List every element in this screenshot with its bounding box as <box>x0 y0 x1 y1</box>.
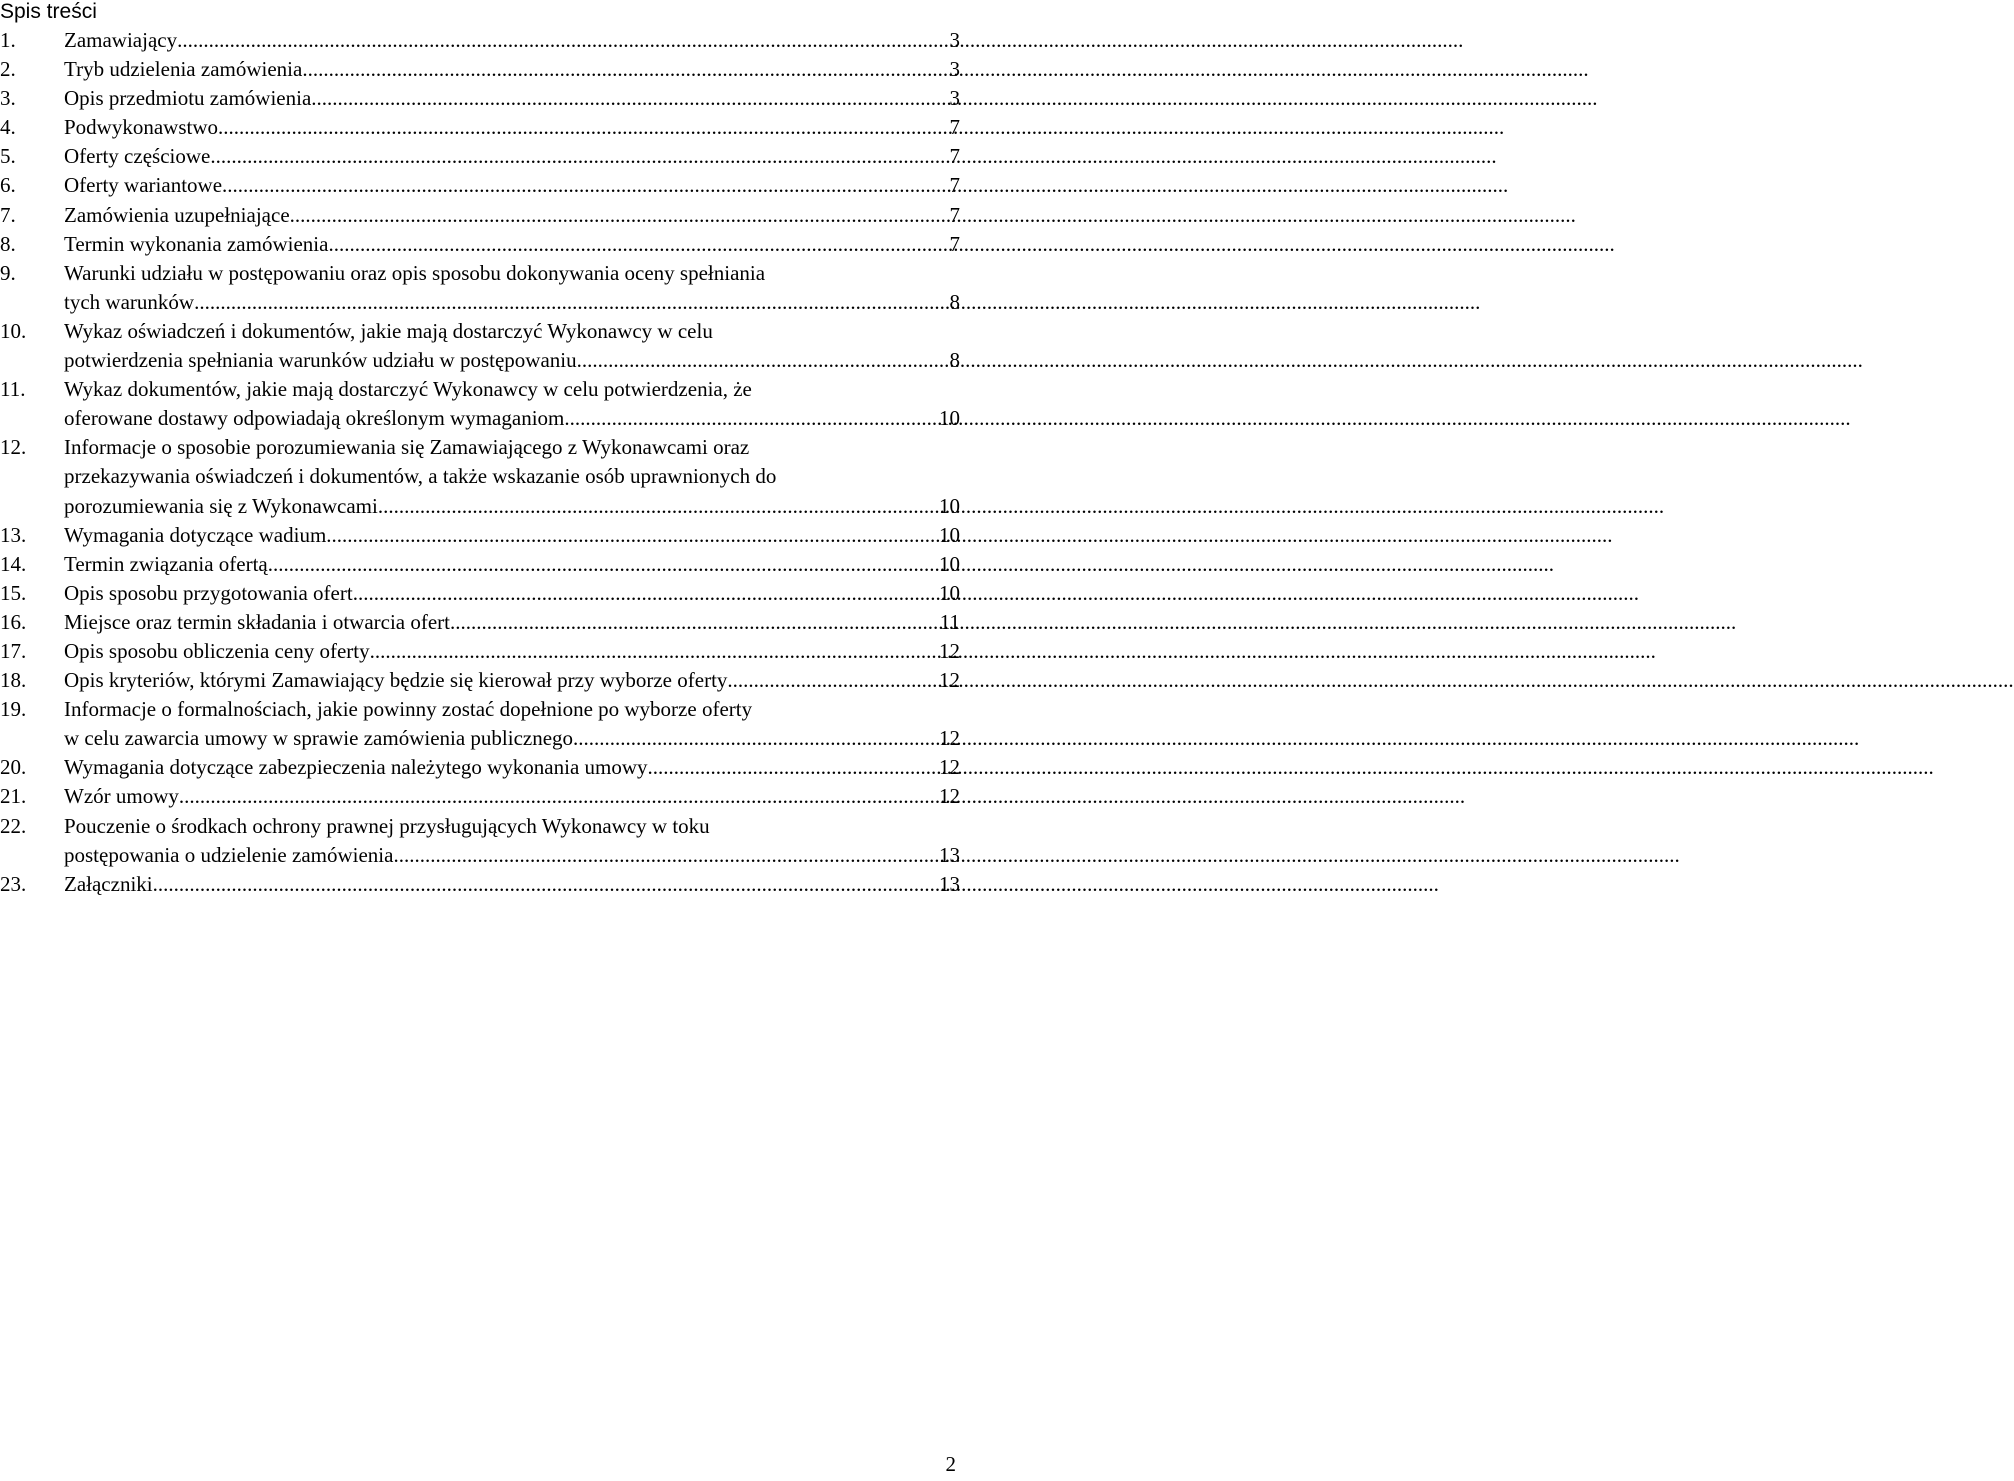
toc-entry-last-line <box>64 753 960 782</box>
toc-entry-title-line: potwierdzenia spełniania warunków udziału w postępowaniu <box>64 348 577 373</box>
toc-entry-number: 9. <box>0 260 16 285</box>
toc-entry-last-line <box>64 608 960 637</box>
toc-entry[interactable] <box>0 317 960 375</box>
toc-entry-last-line <box>64 579 960 608</box>
toc-entry-last-line <box>64 288 960 317</box>
toc-dot-leader <box>648 753 935 782</box>
toc-entry-page: 3 <box>949 57 960 82</box>
toc-entry-page: 10 <box>939 580 960 605</box>
toc-entry-last-line <box>64 84 960 113</box>
toc-entry-page: 10 <box>939 551 960 576</box>
toc-entry[interactable] <box>0 26 960 55</box>
toc-entry-title-line: Informacje o sposobie porozumiewania się Zamawiającego z Wykonawcami oraz <box>64 435 750 460</box>
toc-entry-title-line: Załączniki <box>64 871 153 896</box>
toc-dot-leader <box>564 404 935 433</box>
toc-entry-last-line <box>64 550 960 579</box>
toc-entry-page: 8 <box>949 289 960 314</box>
toc-dot-leader <box>328 230 945 259</box>
toc-entry-title-line: Termin wykonania zamówienia <box>64 231 329 256</box>
toc-entry[interactable] <box>0 521 960 550</box>
toc-entry-last-line <box>64 870 960 899</box>
toc-entry-last-line <box>64 521 960 550</box>
toc-entry[interactable] <box>0 201 960 230</box>
toc-entry[interactable] <box>0 171 960 200</box>
toc-entry-page: 7 <box>949 144 960 169</box>
toc-entry-number: 15. <box>0 580 27 605</box>
toc-entry-page: 10 <box>939 522 960 547</box>
toc-dot-leader <box>378 492 935 521</box>
toc-entry[interactable] <box>0 782 960 811</box>
toc-entry-page: 7 <box>949 231 960 256</box>
toc-entry-last-line <box>64 113 960 142</box>
toc-entry-last-line <box>64 404 960 433</box>
toc-entry-number: 2. <box>0 57 16 82</box>
toc-entry-title-line: tych warunków <box>64 289 195 314</box>
toc-entry-title-line: w celu zawarcia umowy w sprawie zamówienia publicznego <box>64 726 574 751</box>
toc-entry-title-line: Zamawiający <box>64 28 178 52</box>
toc-entry[interactable] <box>0 259 960 317</box>
toc-entry-title-line: przekazywania oświadczeń i dokumentów, a także wskazanie osób uprawnionych do <box>64 464 777 489</box>
toc-entry-page: 7 <box>949 173 960 198</box>
toc-entry[interactable] <box>0 55 960 84</box>
toc-entry-last-line <box>64 230 960 259</box>
toc-entry-number: 12. <box>0 435 27 460</box>
toc-entry[interactable] <box>0 812 960 870</box>
toc-entry-last-line <box>64 841 960 870</box>
toc-dot-leader <box>326 521 935 550</box>
toc-entry-page: 12 <box>939 638 960 663</box>
toc-entry[interactable] <box>0 550 960 579</box>
toc-entry-title-line: Wymagania dotyczące zabezpieczenia należytego wykonania umowy <box>64 755 648 780</box>
toc-entry-page: 13 <box>939 842 960 867</box>
toc-entry-number: 5. <box>0 144 16 169</box>
toc-entry-number: 19. <box>0 697 27 722</box>
toc-dot-leader <box>268 550 935 579</box>
toc-entry-number: 21. <box>0 784 27 809</box>
toc-entry-number: 11. <box>0 377 26 402</box>
toc-entry-title-line: Oferty wariantowe <box>64 173 223 198</box>
toc-entry[interactable] <box>0 870 960 899</box>
toc-heading: Spis treści <box>0 0 97 23</box>
toc-entry-title-line: Pouczenie o środkach ochrony prawnej przysługujących Wykonawcy w toku <box>64 813 710 838</box>
toc-entry-title-line: postępowania o udzielenie zamówienia <box>64 842 394 867</box>
toc-entry-number: 10. <box>0 318 27 343</box>
toc-entry-page: 12 <box>939 784 960 809</box>
toc-entry-page: 7 <box>949 202 960 227</box>
toc-entry[interactable] <box>0 637 960 666</box>
toc-entry-number: 20. <box>0 755 27 780</box>
toc-dot-leader <box>370 637 935 666</box>
toc-entry-number: 7. <box>0 202 16 227</box>
toc-entry[interactable] <box>0 84 960 113</box>
toc-dot-leader <box>210 142 945 171</box>
toc-entry-page: 7 <box>949 115 960 140</box>
toc-entry-page: 12 <box>939 726 960 751</box>
toc-entry-last-line <box>64 666 960 695</box>
toc-entry-last-line <box>64 724 960 753</box>
toc-entry[interactable] <box>0 695 960 753</box>
toc-entry-title-line: Opis przedmiotu zamówienia <box>64 86 312 111</box>
toc-dot-leader <box>353 579 935 608</box>
toc-dot-leader <box>727 666 935 695</box>
toc-entry-number: 16. <box>0 609 27 634</box>
toc-entry[interactable] <box>0 113 960 142</box>
toc-entry-title-line: Opis sposobu obliczenia ceny oferty <box>64 638 370 663</box>
toc-entry-title-line: Warunki udziału w postępowaniu oraz opis sposobu dokonywania oceny spełniania <box>64 260 766 285</box>
toc-dot-leader <box>194 288 945 317</box>
toc-entry-title-line: Miejsce oraz termin składania i otwarcia ofert <box>64 609 450 634</box>
toc-entry-title-line: Wzór umowy <box>64 784 179 809</box>
toc-dot-leader <box>177 26 945 55</box>
toc-entry-last-line <box>64 346 960 375</box>
toc-dot-leader <box>311 84 945 113</box>
toc-entry-title-line: Opis kryteriów, którymi Zamawiający będzie się kierował przy wyborze oferty <box>64 668 728 693</box>
toc-entry-number: 1. <box>0 28 16 52</box>
toc-dot-leader <box>302 55 945 84</box>
toc-entry-title-line: Wykaz oświadczeń i dokumentów, jakie mają dostarczyć Wykonawcy w celu <box>64 318 713 343</box>
toc-entry-number: 8. <box>0 231 16 256</box>
toc-entry-page: 10 <box>939 493 960 518</box>
toc-entry-title-line: Termin związania ofertą <box>64 551 268 576</box>
toc-entry-page: 8 <box>949 348 960 373</box>
toc-entry-title-line: Oferty częściowe <box>64 144 211 169</box>
toc-entry-number: 13. <box>0 522 27 547</box>
toc-entry-page: 12 <box>939 668 960 693</box>
toc-dot-leader <box>290 201 946 230</box>
toc-entry-title-line: Wykaz dokumentów, jakie mają dostarczyć Wykonawcy w celu potwierdzenia, że <box>64 377 752 402</box>
toc-entry-page: 3 <box>949 28 960 52</box>
toc-entry-title-line: oferowane dostawy odpowiadają określonym wymaganiom <box>64 406 565 431</box>
toc-entry-title-line: Tryb udzielenia zamówienia <box>64 57 303 82</box>
toc-entry-title-line: Zamówienia uzupełniające <box>64 202 290 227</box>
toc-entry-title-line: Opis sposobu przygotowania ofert <box>64 580 353 605</box>
toc-entry-number: 14. <box>0 551 27 576</box>
toc-entry[interactable] <box>0 579 960 608</box>
toc-dot-leader <box>393 841 935 870</box>
toc-dot-leader <box>218 113 945 142</box>
toc-entry-last-line <box>64 492 960 521</box>
toc-entry-last-line <box>64 171 960 200</box>
toc-entry-number: 6. <box>0 173 16 198</box>
table-of-contents <box>0 26 960 899</box>
page-number: 2 <box>945 1452 956 1476</box>
toc-entry-page: 10 <box>939 406 960 431</box>
toc-entry-page: 13 <box>939 871 960 896</box>
toc-entry-number: 22. <box>0 813 27 838</box>
toc-entry[interactable] <box>0 375 960 433</box>
toc-entry-last-line <box>64 142 960 171</box>
toc-entry-page: 3 <box>949 86 960 111</box>
toc-entry-number: 17. <box>0 638 27 663</box>
toc-entry-number: 23. <box>0 871 27 896</box>
toc-entry[interactable] <box>0 433 960 520</box>
toc-entry[interactable] <box>0 608 960 637</box>
toc-entry-number: 18. <box>0 668 27 693</box>
toc-dot-leader <box>573 724 935 753</box>
toc-entry-last-line <box>64 782 960 811</box>
toc-entry-last-line <box>64 201 960 230</box>
toc-entry[interactable] <box>0 666 960 695</box>
toc-entry-title-line: porozumiewania się z Wykonawcami <box>64 493 378 518</box>
toc-dot-leader <box>179 782 935 811</box>
toc-entry-last-line <box>64 637 960 666</box>
toc-dot-leader <box>577 346 946 375</box>
toc-entry-title-line: Wymagania dotyczące wadium <box>64 522 327 547</box>
toc-entry-last-line <box>64 55 960 84</box>
toc-entry-page: 11 <box>939 609 960 634</box>
toc-entry-title-line: Podwykonawstwo <box>64 115 219 140</box>
toc-entry[interactable] <box>0 230 960 259</box>
toc-entry[interactable] <box>0 753 960 782</box>
toc-entry-number: 3. <box>0 86 16 111</box>
toc-entry-number: 4. <box>0 115 16 140</box>
toc-entry-last-line <box>64 26 960 55</box>
toc-dot-leader <box>450 608 936 637</box>
toc-entry-title-line: Informacje o formalnościach, jakie powinny zostać dopełnione po wyborze oferty <box>64 697 753 722</box>
toc-dot-leader <box>153 870 935 899</box>
toc-entry[interactable] <box>0 142 960 171</box>
toc-dot-leader <box>222 171 945 200</box>
toc-entry-page: 12 <box>939 755 960 780</box>
